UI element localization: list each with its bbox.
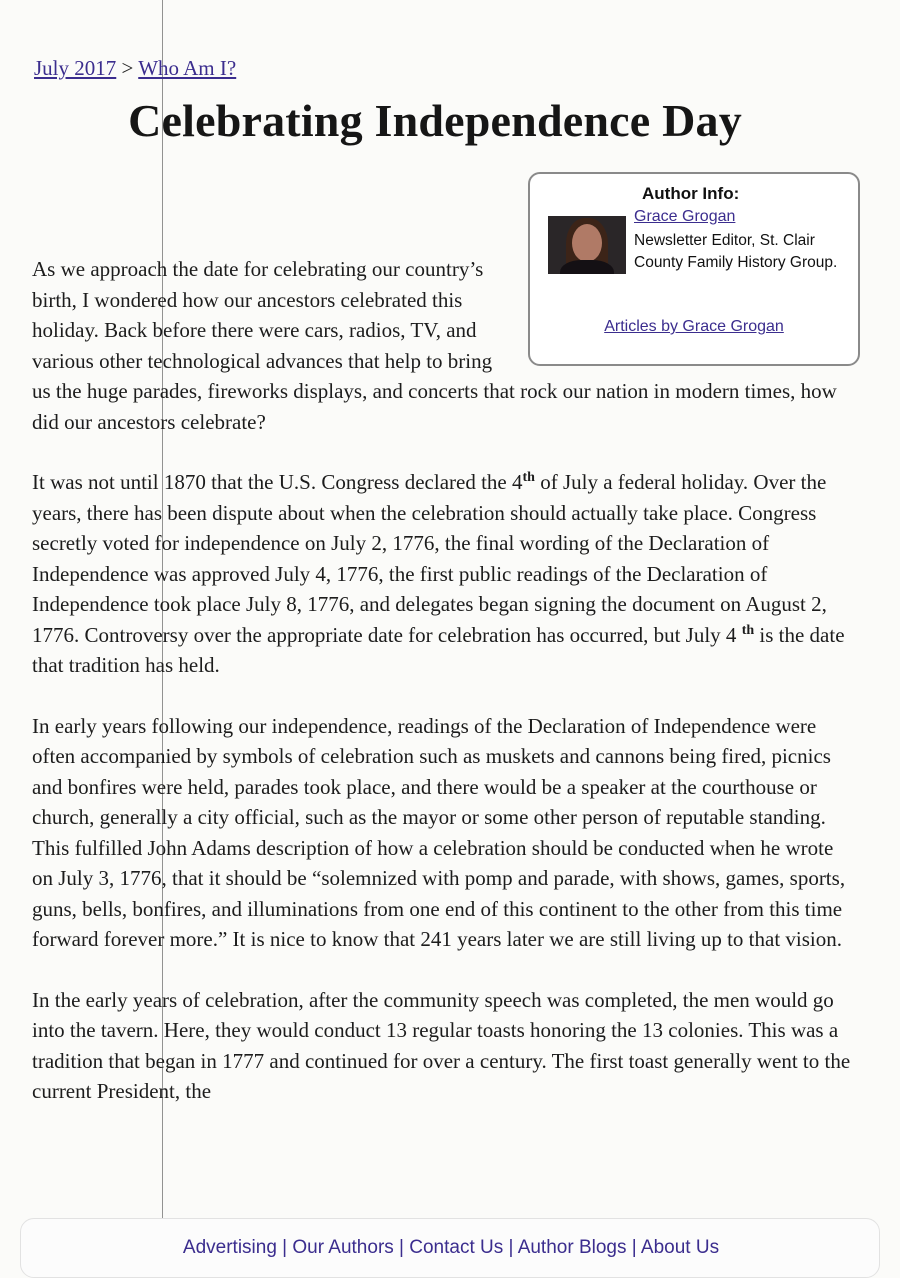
footer-nav [20, 1218, 880, 1278]
article-body [32, 254, 858, 1137]
page-title: Celebrating Independence Day [128, 95, 742, 146]
breadcrumb [34, 56, 236, 81]
article-paragraph-2-part-c: is the date that tradition has held. [32, 622, 845, 677]
footer-links[interactable]: Advertising | Our Authors | Contact Us | Author Blogs | About Us [182, 1237, 720, 1258]
author-box-spacer [516, 254, 858, 374]
breadcrumb-separator: > [121, 56, 134, 80]
article-paragraph-2-part-a: It was not until 1870 that the U.S. Congress declared the 4 [32, 470, 523, 494]
article-paragraph-2 [32, 467, 858, 681]
author-info-heading: Author Info: [642, 184, 740, 203]
article-paragraph-1-text: As we approach the date for celebrating our country’s birth, I wondered how our ancestors celebrated this holiday. Back before there were cars, radios, TV, and various other technological advances that help to bring us the huge parades, fireworks displays, and concerts that rock our nation in modern times, how did our ancestors celebrate? [32, 257, 837, 434]
article-paragraph-4: In the early years of celebration, after the community speech was completed, the men would go into the tavern. Here, they would conduct 13 regular toasts honoring the 13 colonies. This was a tradition that began in 1777 and continued for over a century. The first toast generally went to the current President, the [32, 987, 851, 1103]
article-paragraph-3: In early years following our independence, readings of the Declaration of Independence were often accompanied by symbols of celebration such as muskets and cannons being fired, picnics and bonfires were held, parades took place, and there would be a speaker at the courthouse or church, generally a city official, such as the mayor or some other person of reputable standing. This fulfilled John Adams description of how a celebration should be conducted when he wrote on July 3, 1776, that it should be “solemnized with pomp and parade, with shows, games, sports, guns, bells, bonfires, and illuminations from one end of this continent to the other from this time forward forever more.” It is nice to know that 241 years later we are still living up to that vision. [32, 713, 846, 951]
author-articles-link[interactable]: Articles by Grace Grogan [604, 318, 784, 335]
breadcrumb-issue-link[interactable]: July 2017 [34, 56, 117, 80]
breadcrumb-section-link[interactable]: Who Am I? [138, 56, 237, 80]
ordinal-suffix: th [741, 622, 755, 638]
article-paragraph-2-part-b: of July a federal holiday. Over the years, there has been dispute about when the celebration should actually take place. Congress secretly voted for independence on July 2, 1776, the final wording of the Declaration of Independence was approved July 4, 1776, the first public readings of the Declaration of Independence took place July 8, 1776, and delegates began signing the document on August 2, 1776. Controversy over the appropriate date for celebration has occurred, but July 4 [32, 470, 827, 647]
author-role: Newsletter Editor, St. Clair County Family History Group. [634, 232, 838, 271]
ordinal-suffix: th [522, 470, 535, 485]
article-paragraph-1 [32, 254, 858, 437]
author-name-link[interactable]: Grace Grogan [634, 208, 736, 225]
